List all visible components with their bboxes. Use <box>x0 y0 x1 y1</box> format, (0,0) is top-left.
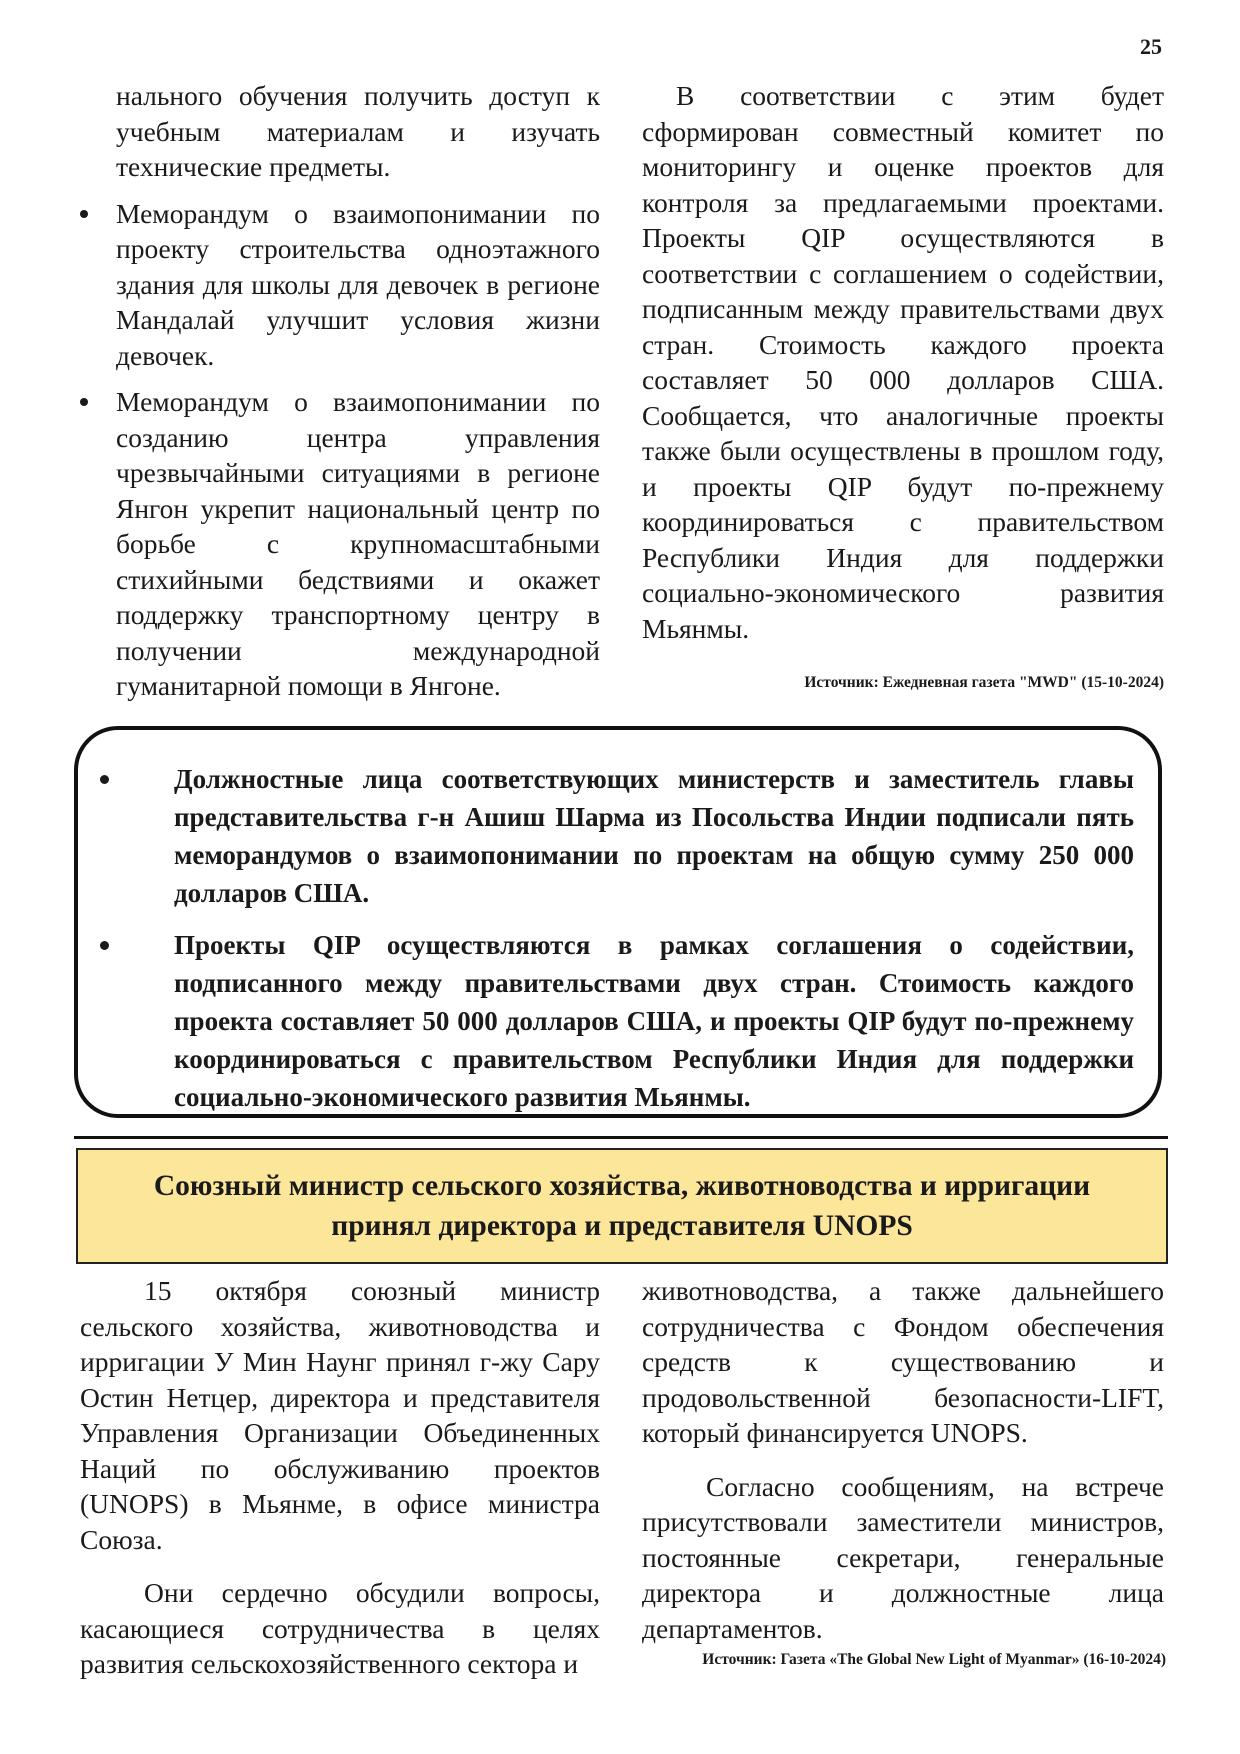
source-citation: Источник: Газета «The Global New Light of Myanmar» (16-10-2024) <box>702 1651 1166 1668</box>
list-item <box>138 760 1134 912</box>
list-item <box>138 926 1134 1116</box>
article-2-headline <box>76 1148 1168 1264</box>
section-divider <box>74 1136 1168 1139</box>
article-1-left-column <box>80 78 600 704</box>
article-2-right-column <box>642 1273 1164 1646</box>
article-paragraph: Согласно сообщениям, на встрече присутствовали заместители министров, постоянные секретари, генеральные директора и должностные лица департаментов. <box>642 1470 1164 1644</box>
list-item-text: Должностные лица соответствующих министерств и заместитель главы представительства г-н Ашиш Шарма из Посольства Индии подписали пять меморандумов о взаимопонимании по проектам на общую сумму 250 000 долларов США. <box>174 764 1134 908</box>
list-item-text: Меморандум о взаимопонимании по созданию центра управления чрезвычайными ситуациями в регионе Янгон укрепит национальный центр по борьбе с крупномасштабными стихийными бедствиями и окажет поддержку транспортному центру в получении международной гуманитарной помощи в Янгоне. <box>116 386 600 701</box>
bullet-icon <box>100 775 109 784</box>
page-number: 25 <box>1140 34 1162 59</box>
article-paragraph: Они сердечно обсудили вопросы, касающиеся сотрудничества в целях развития сельскохозяйственного сектора и <box>80 1577 600 1679</box>
bullet-icon <box>80 210 88 218</box>
list-item <box>80 196 600 374</box>
headline-line: Союзный министр сельского хозяйства, животноводства и ирригации <box>153 1170 1091 1202</box>
intro-continuation: нального обучения получить доступ к учебным материалам и изучать технические предметы. <box>116 80 600 182</box>
summary-box <box>74 726 1162 1118</box>
bullet-icon <box>80 398 88 406</box>
article-1-right-column <box>642 78 1164 646</box>
article-paragraph: В соответствии с этим будет сформирован совместный комитет по мониторингу и оценке проектов для контроля за предлагаемыми проектами. Проекты QIP осуществляются в соответствии с соглашением о содействии, подписанным между правительствами двух стран. Стоимость каждого проекта составляет 50 000 долларов США. Сообщается, что аналогичные проекты также были осуществлены в прошлом году, и проекты QIP будут по-прежнему координироваться с правительством Республики Индия для поддержки социально-экономического развития Мьянмы. <box>642 80 1164 644</box>
bullet-icon <box>100 941 109 950</box>
list-item-text: Проекты QIP осуществляются в рамках соглашения о содействии, подписанного между правительствами двух стран. Стоимость каждого проекта составляет 50 000 долларов США, и проекты QIP будут по-прежнему координироваться с правительством Республики Индия для поддержки социально-экономического развития Мьянмы. <box>174 930 1134 1112</box>
source-citation: Источник: Ежедневная газета "MWD" (15-10-2024) <box>804 674 1164 691</box>
article-paragraph: 15 октября союзный министр сельского хозяйства, животноводства и ирригации У Мин Наунг принял г-жу Сару Остин Нетцер, директора и представителя Управления Организации Объединенных Наций по обслуживанию проектов (UNOPS) в Мьянме, в офисе министра Союза. <box>80 1275 600 1555</box>
list-item-text: Меморандум о взаимопонимании по проекту строительства одноэтажного здания для школы для девочек в регионе Мандалай улучшит условия жизни девочек. <box>116 197 600 371</box>
article-paragraph: животноводства, а также дальнейшего сотрудничества с Фондом обеспечения средств к существованию и продовольственной безопасности-LIFT, который финансируется UNOPS. <box>642 1275 1164 1448</box>
list-item <box>80 384 600 704</box>
article-2-left-column <box>80 1273 600 1682</box>
headline-line: принял директора и представителя UNOPS <box>331 1210 913 1242</box>
